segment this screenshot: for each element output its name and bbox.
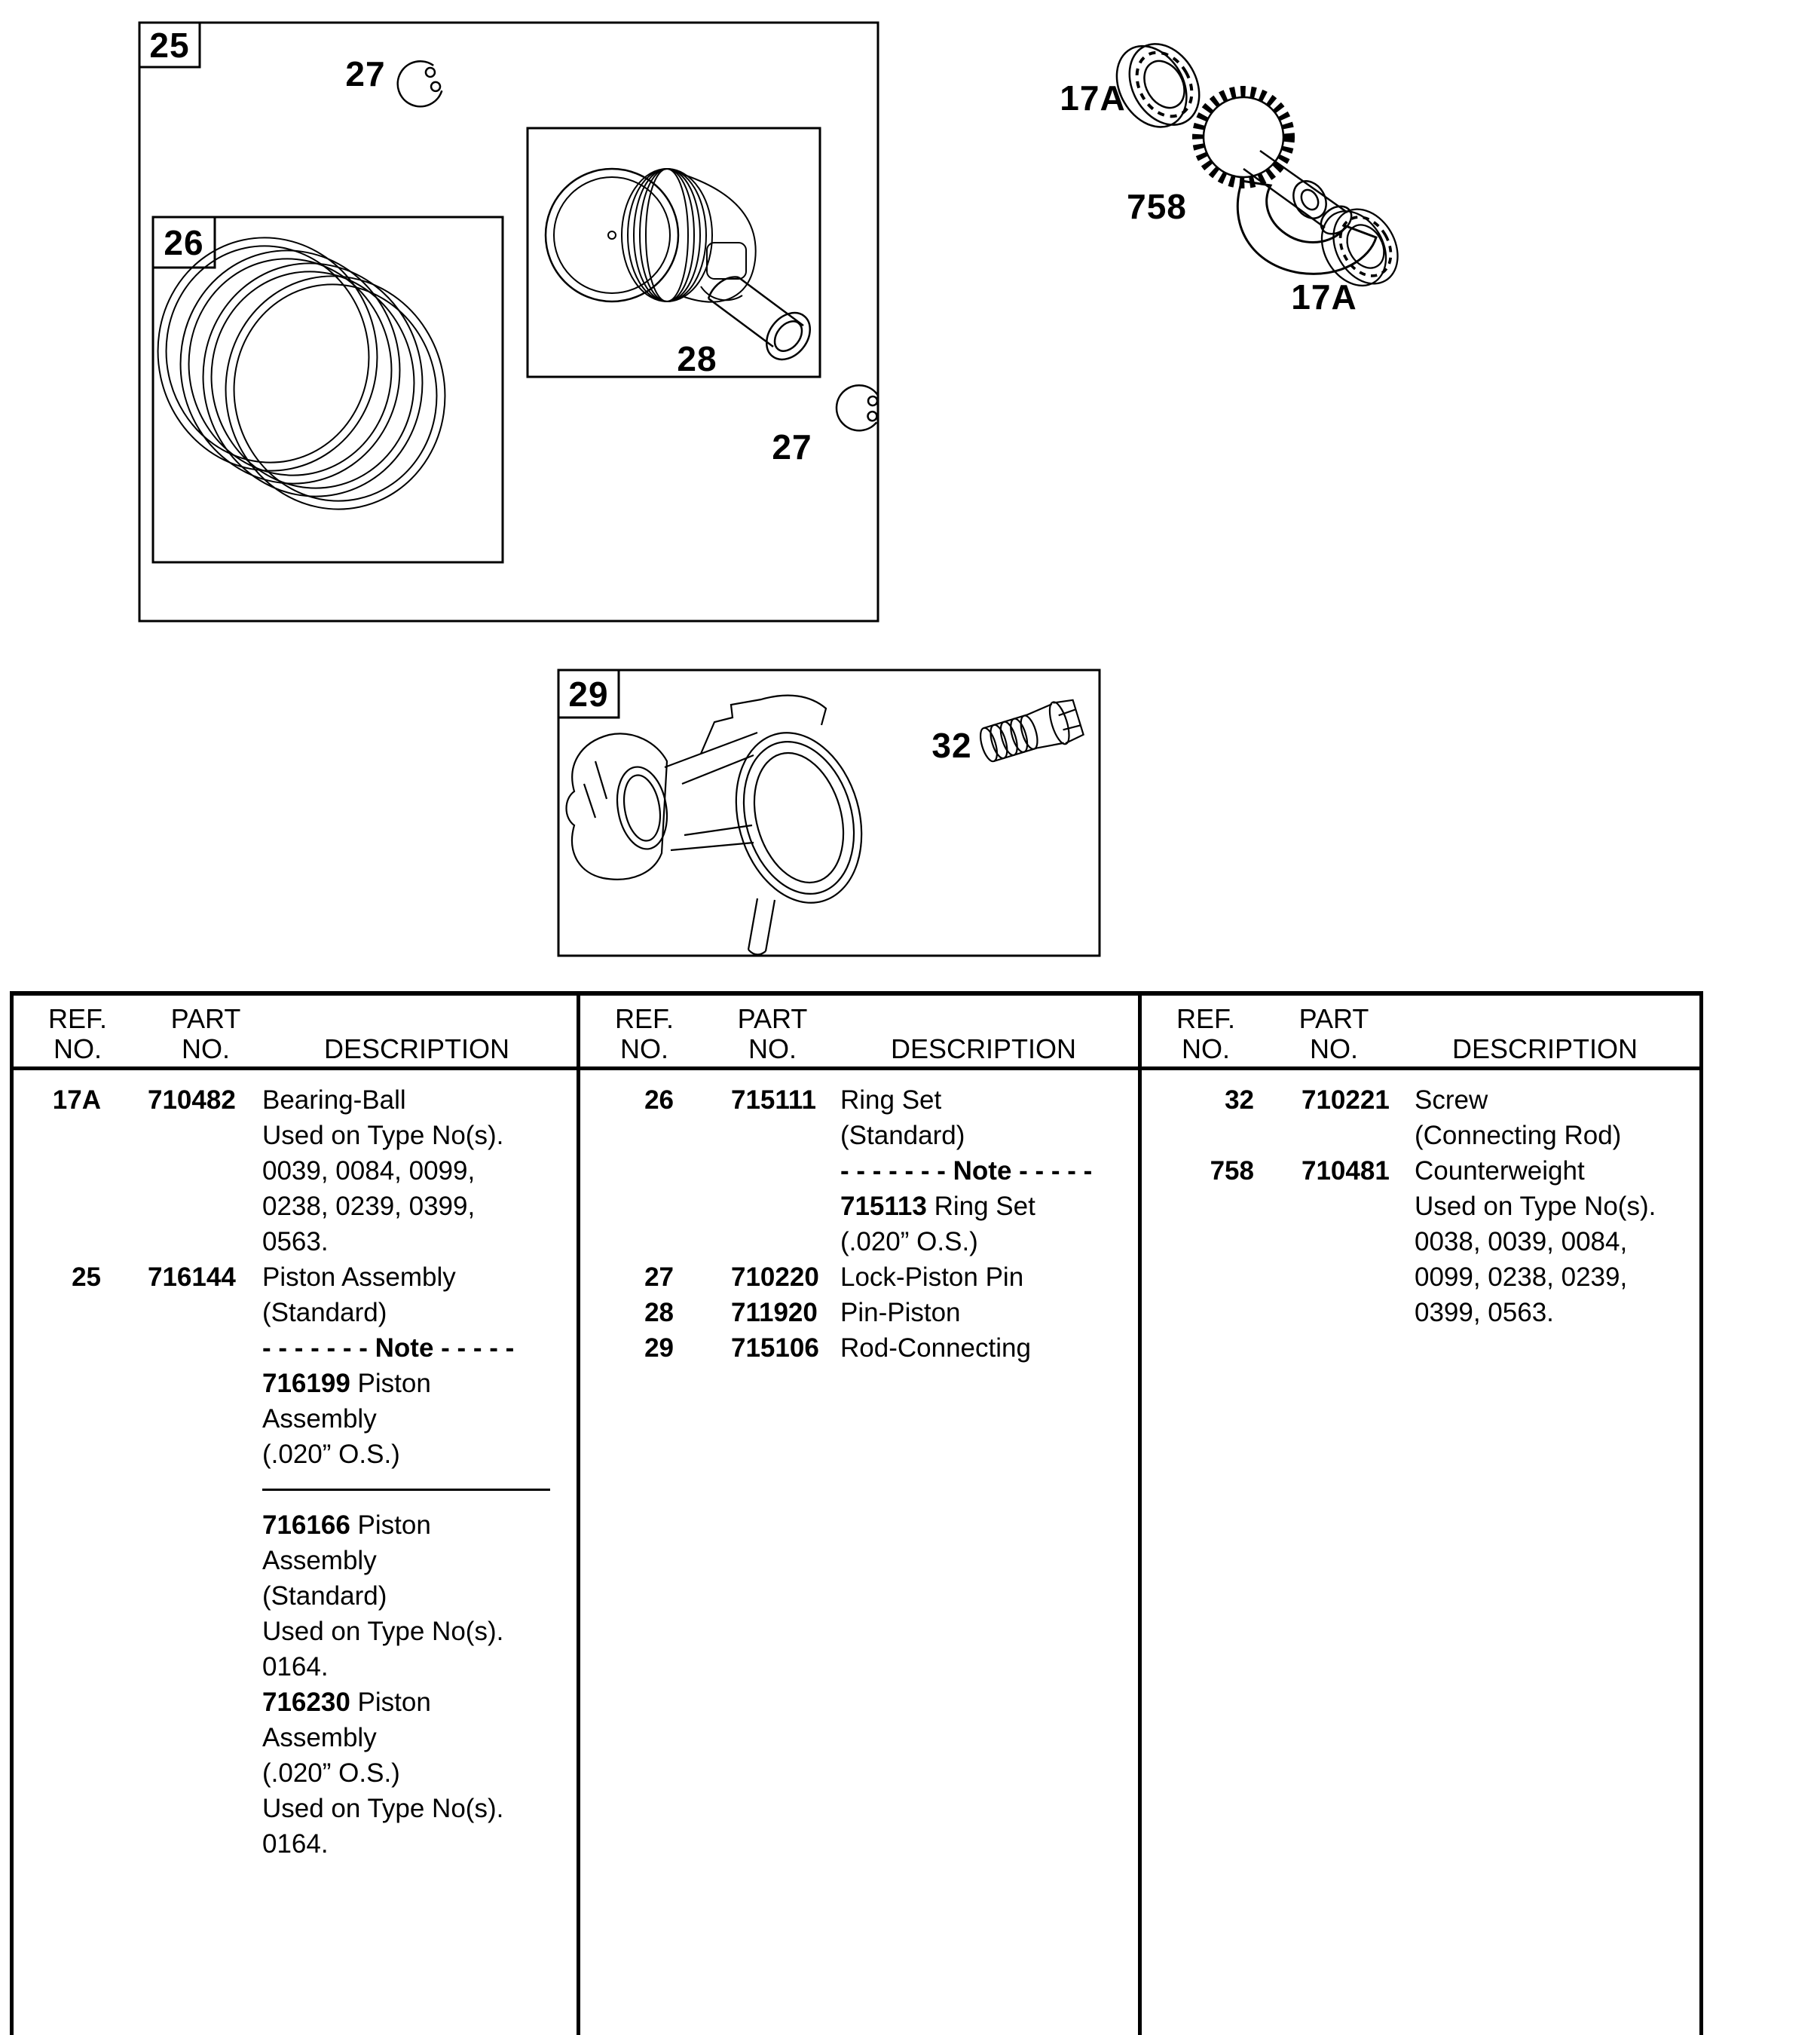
description-cell <box>262 1578 387 1614</box>
description-cell <box>262 1614 503 1649</box>
description-bold-part: - - - - - - - Note - - - - - <box>262 1333 515 1363</box>
table-line <box>10 1720 577 1755</box>
ref-no-cell: 17A <box>52 1085 101 1115</box>
description-text: (.020” O.S.) <box>262 1758 400 1788</box>
description-cell <box>262 1826 329 1862</box>
piston-pin-drawing <box>708 277 819 368</box>
table-line <box>577 1224 1138 1259</box>
description-text: Bearing-Ball <box>262 1085 406 1115</box>
description-cell <box>262 1189 475 1224</box>
description-cell <box>1415 1259 1627 1295</box>
description-text: Used on Type No(s). <box>262 1794 504 1823</box>
label-bearing-bottom: 17A <box>1291 277 1357 317</box>
description-text: Screw <box>1415 1085 1488 1115</box>
description-text: Lock-Piston Pin <box>840 1262 1024 1292</box>
table-line <box>10 1826 577 1862</box>
part-no-cell: 716144 <box>148 1262 236 1292</box>
description-text: Piston <box>350 1369 431 1398</box>
ref-no-cell: 25 <box>72 1262 101 1292</box>
divider-rule <box>262 1489 550 1491</box>
description-cell <box>840 1259 1023 1295</box>
description-text: Used on Type No(s). <box>262 1121 504 1150</box>
description-cell <box>262 1118 503 1153</box>
table-line <box>577 1189 1138 1224</box>
label-pin: 28 <box>677 339 717 378</box>
description-text: Piston Assembly <box>262 1262 456 1292</box>
description-cell <box>262 1720 377 1755</box>
ref-no-header: REF. <box>1176 1003 1235 1034</box>
description-header: DESCRIPTION <box>1451 1033 1638 1064</box>
table-line <box>1138 1082 1699 1118</box>
description-cell <box>840 1295 961 1330</box>
label-box26: 26 <box>164 223 204 262</box>
description-cell <box>262 1082 406 1118</box>
description-cell <box>840 1153 1092 1189</box>
description-bold-part: 716166 <box>262 1510 350 1540</box>
description-cell <box>840 1189 1035 1224</box>
table-right-border <box>1699 991 1703 2035</box>
label-clip-bottom: 27 <box>772 427 812 467</box>
description-text: Assembly <box>262 1546 377 1575</box>
description-text: 0164. <box>262 1652 329 1682</box>
part-no-cell: 710482 <box>148 1085 236 1115</box>
description-header: DESCRIPTION <box>890 1033 1077 1064</box>
table-line <box>10 1366 577 1401</box>
connecting-rod-drawing <box>567 696 881 955</box>
description-bold-part: 716199 <box>262 1369 350 1398</box>
table-line <box>1138 1259 1699 1295</box>
part-no-cell: 715111 <box>731 1085 816 1115</box>
description-cell <box>262 1755 400 1791</box>
description-cell <box>262 1543 377 1578</box>
part-no-cell: 710220 <box>731 1262 819 1292</box>
table-header-underline <box>10 1066 1703 1070</box>
description-text: (.020” O.S.) <box>262 1440 400 1469</box>
description-cell <box>262 1224 329 1259</box>
label-box29: 29 <box>568 675 609 714</box>
description-cell <box>840 1330 1031 1366</box>
description-text: Ring Set <box>926 1192 1035 1221</box>
description-text: 0399, 0563. <box>1415 1298 1554 1327</box>
description-text: (.020” O.S.) <box>840 1227 978 1256</box>
piston-pin-lock-top-drawing <box>393 58 444 111</box>
label-box25: 25 <box>149 26 190 65</box>
description-cell <box>262 1437 400 1472</box>
description-text: 0238, 0239, 0399, <box>262 1192 476 1221</box>
part-no-cell: 711920 <box>731 1298 818 1327</box>
table-line <box>1138 1118 1699 1153</box>
table-line <box>10 1437 577 1472</box>
table-line <box>10 1685 577 1720</box>
description-text: 0164. <box>262 1829 329 1859</box>
piston-box <box>528 128 820 377</box>
description-text: Rod-Connecting <box>840 1333 1031 1363</box>
description-cell <box>262 1153 475 1189</box>
table-line <box>10 1189 577 1224</box>
description-cell <box>262 1295 387 1330</box>
table-line <box>10 1755 577 1791</box>
part-no-cell: 715106 <box>731 1333 819 1363</box>
description-cell <box>262 1259 456 1295</box>
rows <box>10 1082 577 1862</box>
part-no-header: PART <box>170 1003 241 1034</box>
description-cell <box>1415 1189 1656 1224</box>
table-line <box>10 1507 577 1543</box>
ref-no-header: NO. <box>1181 1033 1230 1064</box>
table-line <box>577 1330 1138 1366</box>
description-cell <box>1415 1082 1488 1118</box>
ref-no-cell: 26 <box>644 1085 674 1115</box>
part-no-cell: 710221 <box>1302 1085 1390 1115</box>
table-line <box>10 1259 577 1295</box>
description-text: (Standard) <box>262 1581 387 1611</box>
table-line <box>1138 1295 1699 1330</box>
description-cell <box>840 1224 978 1259</box>
description-text: (Standard) <box>262 1298 387 1327</box>
part-no-cell: 710481 <box>1302 1156 1390 1186</box>
description-header: DESCRIPTION <box>323 1033 510 1064</box>
ref-no-header: REF. <box>47 1003 107 1034</box>
ref-no-header: NO. <box>619 1033 668 1064</box>
description-cell <box>1415 1118 1621 1153</box>
description-cell <box>262 1401 377 1437</box>
description-cell <box>1415 1153 1585 1189</box>
ref-no-header: REF. <box>614 1003 674 1034</box>
description-text: Assembly <box>262 1723 377 1752</box>
description-text: Pin-Piston <box>840 1298 961 1327</box>
description-text: Piston <box>350 1688 431 1717</box>
description-text: 0099, 0238, 0239, <box>1415 1262 1628 1292</box>
description-text: (Connecting Rod) <box>1415 1121 1622 1150</box>
description-cell <box>840 1118 965 1153</box>
rows <box>1138 1082 1699 1330</box>
table-line <box>10 1649 577 1685</box>
part-no-header: NO. <box>1309 1033 1358 1064</box>
table-line <box>10 1153 577 1189</box>
ref-no-cell: 29 <box>644 1333 674 1363</box>
parts-diagram <box>0 0 1820 995</box>
description-cell <box>262 1649 329 1685</box>
label-counterweight: 758 <box>1127 187 1187 226</box>
table-line <box>10 1118 577 1153</box>
part-no-header: NO. <box>748 1033 797 1064</box>
piston-drawing <box>546 169 756 302</box>
description-cell <box>1415 1224 1627 1259</box>
label-clip-top: 27 <box>345 54 386 93</box>
table-line <box>10 1791 577 1826</box>
table-line <box>10 1578 577 1614</box>
label-bearing-top: 17A <box>1060 78 1126 118</box>
description-cell <box>262 1507 431 1543</box>
counterweight-gear-drawing <box>1198 91 1376 274</box>
description-text: Used on Type No(s). <box>1415 1192 1656 1221</box>
table-line <box>1138 1189 1699 1224</box>
table-line <box>577 1295 1138 1330</box>
description-text: 0563. <box>262 1227 329 1256</box>
ref-no-cell: 27 <box>644 1262 674 1292</box>
table-line <box>10 1224 577 1259</box>
table-top-border <box>10 991 1703 996</box>
table-line <box>577 1153 1138 1189</box>
description-cell <box>840 1082 941 1118</box>
description-text: Assembly <box>262 1404 377 1434</box>
description-bold-part: 716230 <box>262 1688 350 1717</box>
connecting-rod-screw-drawing <box>976 696 1084 767</box>
description-cell <box>262 1791 503 1826</box>
ref-no-header: NO. <box>53 1033 102 1064</box>
description-text: (Standard) <box>840 1121 965 1150</box>
description-cell <box>262 1685 431 1720</box>
piston-assembly-box <box>139 23 878 621</box>
ref-no-cell: 28 <box>644 1298 674 1327</box>
part-no-header: PART <box>1298 1003 1369 1034</box>
ref-no-cell: 758 <box>1210 1156 1254 1186</box>
table-line <box>1138 1153 1699 1189</box>
description-text: 0038, 0039, 0084, <box>1415 1227 1628 1256</box>
table-line <box>10 1543 577 1578</box>
table-line <box>577 1259 1138 1295</box>
rows <box>577 1082 1138 1366</box>
description-cell <box>1415 1295 1554 1330</box>
table-line <box>10 1295 577 1330</box>
description-bold-part: 715113 <box>840 1192 927 1221</box>
description-text: Piston <box>350 1510 431 1540</box>
table-line <box>577 1118 1138 1153</box>
description-text: Used on Type No(s). <box>262 1617 504 1646</box>
connecting-rod-box <box>558 670 1100 956</box>
column-divider-rule <box>10 1472 577 1507</box>
table-line <box>10 1082 577 1118</box>
description-bold-part: - - - - - - - Note - - - - - <box>840 1156 1093 1186</box>
table-line <box>10 1401 577 1437</box>
part-no-header: NO. <box>181 1033 230 1064</box>
description-text: Ring Set <box>840 1085 942 1115</box>
description-text: Counterweight <box>1415 1156 1585 1186</box>
description-cell <box>262 1330 514 1366</box>
part-no-header: PART <box>737 1003 808 1034</box>
table-line <box>1138 1224 1699 1259</box>
table-line <box>577 1082 1138 1118</box>
ring-set-drawing <box>136 217 466 530</box>
table-line <box>10 1330 577 1366</box>
ref-no-cell: 32 <box>1225 1085 1254 1115</box>
label-screw: 32 <box>931 726 972 765</box>
description-cell <box>262 1366 431 1401</box>
description-text: 0039, 0084, 0099, <box>262 1156 476 1186</box>
piston-pin-lock-bottom-drawing <box>833 381 882 433</box>
table-line <box>10 1614 577 1649</box>
